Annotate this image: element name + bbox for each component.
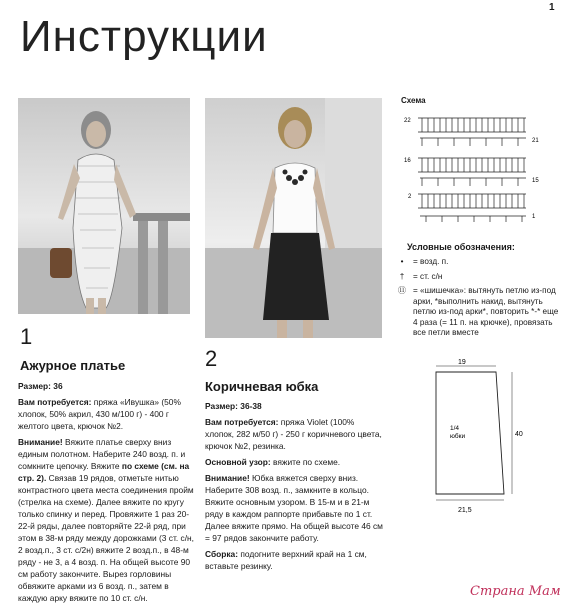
attention-text: Вяжите платье сверху вниз единым полотном. Наберите 240 возд. п. и сомкните цепочку. Вяжите xyxy=(18,437,186,471)
scheme-row-label: 22 xyxy=(404,118,411,124)
page-number: 1 xyxy=(549,2,555,13)
legend xyxy=(391,242,561,343)
scheme-reference: по схеме (см. на стр. 2). xyxy=(18,461,190,483)
scheme-row-label: 15 xyxy=(532,178,539,184)
scheme-row-label: 21 xyxy=(532,138,539,144)
top-width-label: 19 xyxy=(458,359,466,366)
piece-fraction-label: 1/4 xyxy=(450,425,460,432)
materials-label: Вам потребуется: xyxy=(18,397,92,407)
double-crochet-symbol: † xyxy=(399,271,405,281)
item-1-title: Ажурное платье xyxy=(20,358,126,373)
crochet-scheme xyxy=(398,106,548,228)
assembly-text: подогните верхний край на 1 см, вставьте резинку. xyxy=(205,549,367,571)
attention-label: Внимание! xyxy=(18,437,63,447)
legend-item xyxy=(391,272,561,283)
bottom-width-label: 21,5 xyxy=(458,507,472,514)
pattern-text: вяжите по схеме. xyxy=(273,457,341,467)
scheme-row-block-bottom xyxy=(418,194,526,222)
materials-text: пряжа «Ивушка» (50% хлопок, 50% акрил, 430 м/100 г) - 400 г желтого цвета, крючок №2. xyxy=(18,397,181,431)
body-text: Связав 19 рядов, отметьте нитью контрастного цвета места соединения пройм (стрелка на схеме). Далее вяжите по кругу только спинку и перед. Провяжите 1 раз 20-22-й ряды, далее повторяйте 22-й ряд, при этом в 38-м ряду между дорожками (3 ст. с/н, 2 возд.п., 3 ст. с/2н) вяжите 2 возд.п., в 48-м ряду - не 3, а 4 возд. п. На общей высоте 90 см работу закончите. Вырез горловины обвяжите арками из 6 возд. п., затем в каждую арку вяжите по 10 ст. с/н. xyxy=(18,473,194,603)
legend-item xyxy=(391,257,561,268)
item-2-number: 2 xyxy=(205,346,218,371)
size-label: Размер: xyxy=(18,381,51,391)
scheme-row-block-top xyxy=(418,118,526,146)
lace-dress-photo xyxy=(18,98,190,314)
scheme-title: Схема xyxy=(401,96,426,105)
scheme-row-label: 2 xyxy=(408,194,412,200)
size-label: Размер: xyxy=(205,401,238,411)
chain-stitch-symbol: • xyxy=(400,257,404,266)
pattern-label: Основной узор: xyxy=(205,457,271,467)
page-title: Инструкции xyxy=(20,12,268,61)
watermark: Страна Мам xyxy=(470,584,561,599)
legend-title: Условные обозначения: xyxy=(407,242,515,252)
item-1-instructions xyxy=(18,380,196,604)
skirt-pattern-diagram xyxy=(420,356,530,521)
legend-item-text: = ст. с/н xyxy=(413,271,443,281)
height-label: 40 xyxy=(515,431,523,438)
item-1-number: 1 xyxy=(20,324,33,349)
bobble-symbol: ⑪ xyxy=(397,286,407,295)
brown-skirt-photo xyxy=(205,98,382,338)
materials-label: Вам потребуется: xyxy=(205,417,279,427)
legend-item-text: = «шишечка»: вытянуть петлю из-под арки, *выполнить накид, вытянуть петлю из-под арки*, повторить *-* еще 4 раза (= 11 п. на крючке), провязать все петли вместе xyxy=(413,286,559,337)
item-2-title: Коричневая юбка xyxy=(205,379,319,394)
scheme-row-label: 1 xyxy=(532,214,536,220)
legend-item-text: = возд. п. xyxy=(413,257,449,266)
attention-label: Внимание! xyxy=(205,473,250,483)
attention-text: Юбка вяжется сверху вниз. Наберите 308 возд. п., замкните в кольцо. Вяжите основным узором. В 15-м и в 21-м ряду в каждом раппорте прибавьте по 1 ст. Далее вяжите прямо. На общей высоте 46 см = 97 рядов закончите работу. xyxy=(205,473,383,543)
scheme-row-label: 16 xyxy=(404,158,411,164)
brown-skirt-illustration xyxy=(205,98,382,338)
materials-text: пряжа Violet (100% хлопок, 282 м/50 г) - 250 г коричневого цвета, крючок №2, резинка. xyxy=(205,417,382,451)
size-value: 36-38 xyxy=(240,401,262,411)
assembly-label: Сборка: xyxy=(205,549,238,559)
lace-dress-illustration xyxy=(18,98,190,314)
legend-item xyxy=(391,286,561,339)
size-value: 36 xyxy=(53,381,63,391)
piece-name-label: юбки xyxy=(450,433,466,440)
scheme-row-block-middle xyxy=(418,158,526,186)
item-2-instructions xyxy=(205,400,383,572)
